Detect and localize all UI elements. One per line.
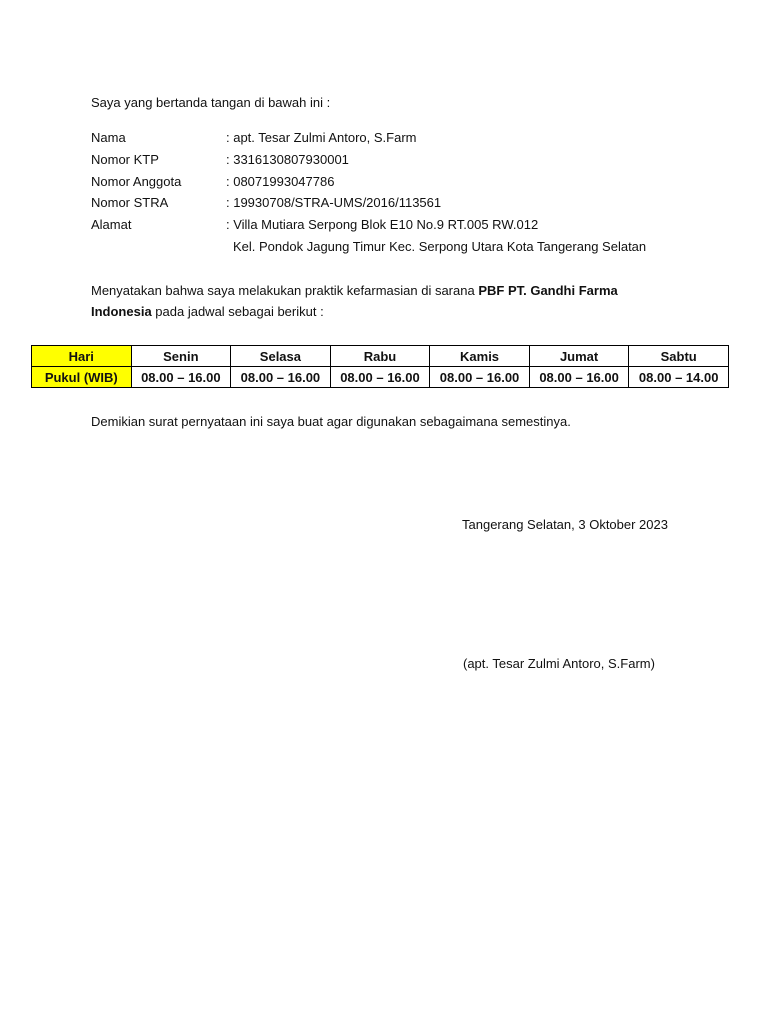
field-label-stra: Nomor STRA xyxy=(91,195,169,210)
field-value-ktp: : 3316130807930001 xyxy=(226,152,349,167)
schedule-hours: 08.00 – 14.00 xyxy=(629,367,729,388)
field-value-nama: : apt. Tesar Zulmi Antoro, S.Farm xyxy=(226,130,417,145)
schedule-hours: 08.00 – 16.00 xyxy=(430,367,530,388)
schedule-day: Sabtu xyxy=(629,346,729,367)
schedule-hours-row xyxy=(32,367,729,388)
signer-name: (apt. Tesar Zulmi Antoro, S.Farm) xyxy=(463,656,655,671)
schedule-hours: 08.00 – 16.00 xyxy=(330,367,430,388)
schedule-header-label: Hari xyxy=(32,346,132,367)
schedule-day: Jumat xyxy=(529,346,629,367)
schedule-day: Senin xyxy=(131,346,231,367)
statement-text-end: pada jadwal sebagai berikut : xyxy=(151,304,324,319)
closing-text: Demikian surat pernyataan ini saya buat agar digunakan sebagaimana semestinya. xyxy=(91,414,571,429)
place-date: Tangerang Selatan, 3 Oktober 2023 xyxy=(462,517,668,532)
statement-company-name-end: Indonesia xyxy=(91,304,152,319)
schedule-day: Selasa xyxy=(231,346,331,367)
schedule-days-row xyxy=(32,346,729,367)
field-value-stra: : 19930708/STRA-UMS/2016/113561 xyxy=(226,195,442,210)
schedule-hours: 08.00 – 16.00 xyxy=(529,367,629,388)
field-label-nama: Nama xyxy=(91,130,126,145)
statement-text: Menyatakan bahwa saya melakukan praktik kefarmasian di sarana xyxy=(91,283,479,298)
field-value-anggota: : 08071993047786 xyxy=(226,174,335,189)
schedule-table xyxy=(31,345,729,388)
intro-text: Saya yang bertanda tangan di bawah ini : xyxy=(91,95,331,110)
schedule-day: Kamis xyxy=(430,346,530,367)
field-label-anggota: Nomor Anggota xyxy=(91,174,182,189)
statement-line-2 xyxy=(91,304,324,319)
schedule-day: Rabu xyxy=(330,346,430,367)
field-label-alamat: Alamat xyxy=(91,217,132,232)
schedule-hours: 08.00 – 16.00 xyxy=(231,367,331,388)
statement-company-name: PBF PT. Gandhi Farma xyxy=(478,283,618,298)
statement-line-1 xyxy=(91,283,618,298)
schedule-hours: 08.00 – 16.00 xyxy=(131,367,231,388)
field-value-alamat: : Villa Mutiara Serpong Blok E10 No.9 RT.005 RW.012 xyxy=(226,217,539,232)
schedule-row-label: Pukul (WIB) xyxy=(32,367,132,388)
field-label-ktp: Nomor KTP xyxy=(91,152,159,167)
field-value-alamat-line2: Kel. Pondok Jagung Timur Kec. Serpong Utara Kota Tangerang Selatan xyxy=(233,239,647,254)
